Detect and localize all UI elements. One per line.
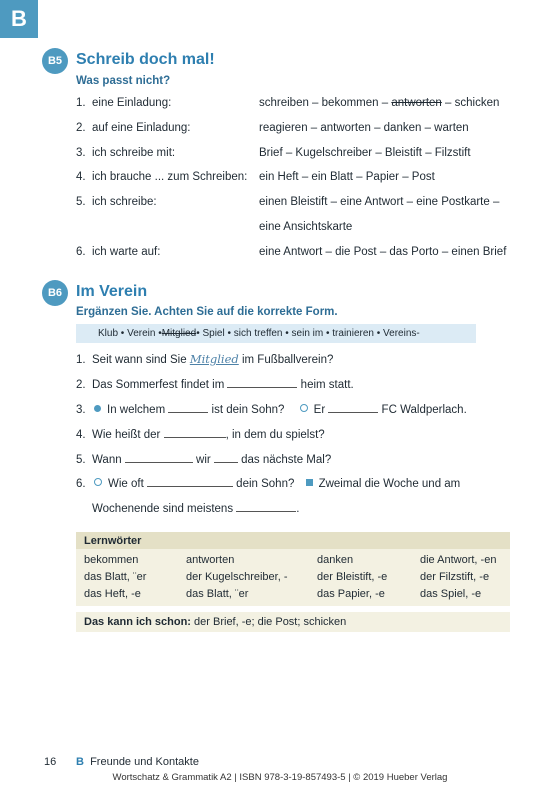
- b5-item: [76, 171, 247, 183]
- b5-item-options: Brief – Kugelschreiber – Bleistift – Filzstift: [259, 147, 471, 159]
- vocab-word: das Heft, -e: [84, 588, 141, 600]
- blank-field[interactable]: [214, 452, 238, 463]
- word-bank-text: • Spiel • sich treffen • sein im • trainieren • Vereins-: [196, 328, 420, 339]
- blank-field[interactable]: [236, 501, 296, 512]
- sentence-text: .: [296, 503, 300, 515]
- word-bank-text: Klub • Verein •: [98, 328, 162, 339]
- vocab-word: das Spiel, -e: [420, 588, 482, 600]
- b5-item: [76, 246, 160, 258]
- exercise-instruction-b6: Ergänzen Sie. Achten Sie auf die korrekte Form.: [76, 306, 338, 318]
- item-number: 4.: [76, 171, 86, 183]
- sentence-text: Er: [313, 404, 329, 416]
- blank-field[interactable]: [164, 427, 226, 438]
- item-prompt: ich schreibe:: [92, 196, 157, 208]
- b6-sentence-5: [76, 452, 331, 466]
- sentence-text: In welchem: [107, 404, 169, 416]
- sentence-text: im Fußballverein?: [238, 354, 334, 366]
- item-number: 6.: [76, 478, 86, 490]
- crossed-out-word: Mitglied: [161, 328, 197, 339]
- vocab-box-title: Lernwörter: [76, 532, 510, 549]
- sentence-text: FC Waldperlach.: [378, 404, 467, 416]
- vocab-box: [76, 549, 510, 606]
- exercise-instruction-b5: Was passt nicht?: [76, 75, 171, 87]
- b6-sentence-6: [76, 476, 460, 490]
- b6-sentence-3: [76, 402, 467, 416]
- speaker-filled-circle-icon: [94, 405, 101, 412]
- exercise-badge-b5: B5: [42, 48, 68, 74]
- options-text: – schicken: [441, 97, 500, 109]
- vocab-word: bekommen: [84, 554, 139, 566]
- blank-field[interactable]: [147, 476, 233, 487]
- item-number: 5.: [76, 196, 86, 208]
- vocab-word: der Bleistift, -e: [317, 571, 388, 583]
- blank-field[interactable]: [227, 377, 297, 388]
- item-prompt: ich warte auf:: [92, 246, 161, 258]
- vocab-word: der Kugelschreiber, -: [186, 571, 288, 583]
- blank-field[interactable]: [168, 402, 208, 413]
- speaker-empty-circle-icon: [300, 404, 308, 412]
- b6-sentence-6-continued: [92, 501, 299, 515]
- item-number: 2.: [76, 379, 86, 391]
- b5-item: [76, 122, 190, 134]
- item-number: 5.: [76, 454, 86, 466]
- example-answer: Mitglied: [189, 352, 239, 366]
- b5-item-options: [259, 97, 499, 109]
- sentence-text: dein Sohn?: [232, 478, 295, 490]
- sentence-text: wir: [192, 454, 214, 466]
- sentence-text: ist dein Sohn?: [208, 404, 285, 416]
- vocab-word: danken: [317, 554, 354, 566]
- sentence-text: Wochenende sind meistens: [92, 503, 237, 515]
- vocab-word: das Blatt, ¨er: [84, 571, 147, 583]
- item-number: 3.: [76, 147, 86, 159]
- sentence-text: Wann: [92, 454, 125, 466]
- item-number: 2.: [76, 122, 86, 134]
- speaker-square-icon: [306, 479, 313, 486]
- item-number: 4.: [76, 429, 86, 441]
- b5-item: [76, 196, 157, 208]
- vocab-word: antworten: [186, 554, 235, 566]
- vocab-word: das Papier, -e: [317, 588, 385, 600]
- exercise-title-b5: Schreib doch mal!: [76, 51, 215, 68]
- b6-sentence-4: [76, 427, 325, 441]
- sentence-text: Das Sommerfest findet im: [92, 379, 228, 391]
- b6-sentence-1: [76, 352, 333, 366]
- blank-field[interactable]: [328, 402, 378, 413]
- b5-item: [76, 147, 175, 159]
- options-text: schreiben – bekommen –: [259, 97, 392, 109]
- b5-item-options-continued: eine Ansichtskarte: [259, 221, 353, 233]
- imprint: Wortschatz & Grammatik A2 | ISBN 978-3-19-857493-5 | © 2019 Hueber Verlag: [112, 772, 448, 783]
- vocab-word: das Blatt, ¨er: [186, 588, 249, 600]
- sentence-text: das nächste Mal?: [237, 454, 332, 466]
- blank-field[interactable]: [125, 452, 193, 463]
- page-number: 16: [44, 756, 57, 768]
- b5-item-options: ein Heft – ein Blatt – Papier – Post: [259, 171, 435, 183]
- b5-item-options: einen Bleistift – eine Antwort – eine Postkarte –: [259, 196, 500, 208]
- item-number: 1.: [76, 354, 86, 366]
- sentence-text: Seit wann sind Sie: [92, 354, 190, 366]
- chapter-letter: B: [76, 756, 84, 768]
- item-number: 3.: [76, 404, 86, 416]
- item-prompt: ich brauche ... zum Schreiben:: [92, 171, 248, 183]
- item-number: 1.: [76, 97, 86, 109]
- b5-item-options: eine Antwort – die Post – das Porto – einen Brief: [259, 246, 507, 258]
- exercise-badge-b6: B6: [42, 280, 68, 306]
- chapter-tab: B: [0, 0, 38, 38]
- vocab-word: der Filzstift, -e: [420, 571, 490, 583]
- item-number: 6.: [76, 246, 86, 258]
- sentence-text: Wie heißt der: [92, 429, 164, 441]
- sentence-text: Zweimal die Woche und am: [318, 478, 461, 490]
- sentence-text: , in dem du spielst?: [225, 429, 325, 441]
- b6-sentence-2: [76, 377, 354, 391]
- sentence-text: heim statt.: [297, 379, 354, 391]
- b5-item-options: reagieren – antworten – danken – warten: [259, 122, 469, 134]
- sentence-text: Wie oft: [108, 478, 147, 490]
- vocab-word: die Antwort, -en: [420, 554, 497, 566]
- crossed-out-word: antworten: [391, 97, 442, 109]
- item-prompt: ich schreibe mit:: [92, 147, 176, 159]
- word-bank: [76, 324, 476, 343]
- chapter-label: [76, 756, 199, 768]
- can-do-box: [76, 612, 510, 632]
- can-do-text: der Brief, -e; die Post; schicken: [190, 616, 347, 628]
- item-prompt: eine Einladung:: [92, 97, 172, 109]
- b5-item: [76, 97, 171, 109]
- item-prompt: auf eine Einladung:: [92, 122, 191, 134]
- exercise-title-b6: Im Verein: [76, 283, 148, 300]
- chapter-name: Freunde und Kontakte: [90, 756, 199, 768]
- speaker-empty-circle-icon: [94, 478, 102, 486]
- can-do-label: Das kann ich schon:: [84, 616, 191, 628]
